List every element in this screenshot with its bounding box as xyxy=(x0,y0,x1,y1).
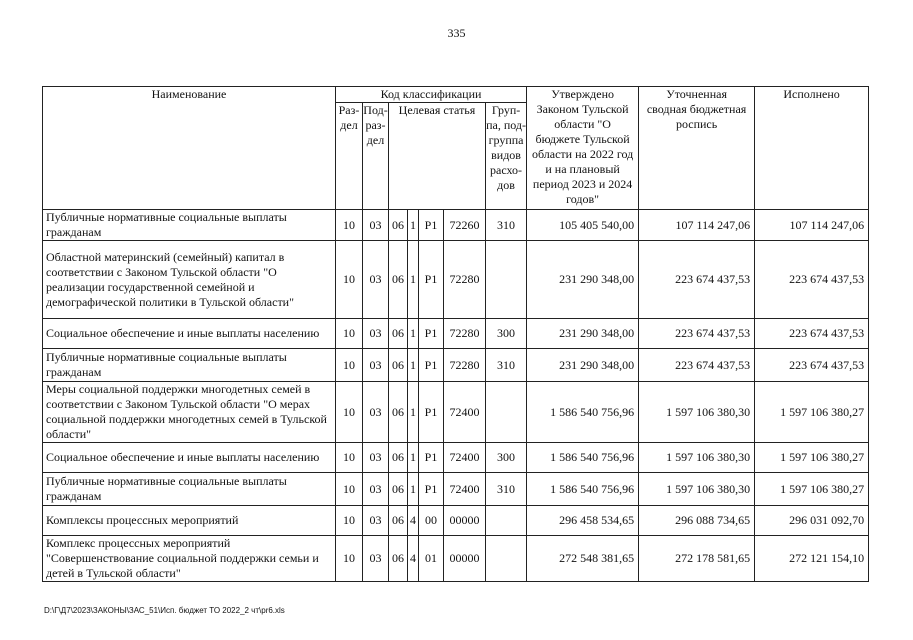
row-expense-group: 310 xyxy=(486,473,527,506)
row-refined: 1 597 106 380,30 xyxy=(639,382,755,443)
table-row xyxy=(43,241,869,319)
row-executed: 223 674 437,53 xyxy=(755,349,869,382)
row-executed: 1 597 106 380,27 xyxy=(755,382,869,443)
row-name: Публичные нормативные социальные выплаты гражданам xyxy=(43,473,336,506)
row-approved: 231 290 348,00 xyxy=(527,349,639,382)
row-name: Комплекс процессных мероприятий "Совершенствование социальной поддержки семьи и детей в Тульской области" xyxy=(43,536,336,582)
row-executed: 272 121 154,10 xyxy=(755,536,869,582)
row-expense-group xyxy=(486,536,527,582)
row-name: Областной материнский (семейный) капитал в соответствии с Законом Тульской области "О реализации государственной семейной и демографической политики в Тульской области" xyxy=(43,241,336,319)
row-refined: 223 674 437,53 xyxy=(639,349,755,382)
table-body xyxy=(43,210,869,582)
row-target-type: 1 xyxy=(408,349,419,382)
page-number: 335 xyxy=(447,26,466,40)
row-target-structure: Р1 xyxy=(419,210,444,241)
header-approved: Утверждено Законом Тульской области "О бюджете Тульской области на 2022 год и на плановый период 2023 и 2024 годов" xyxy=(527,87,639,210)
table-row xyxy=(43,382,869,443)
row-executed: 296 031 092,70 xyxy=(755,506,869,536)
row-target-program: 06 xyxy=(389,319,408,349)
row-target-program: 06 xyxy=(389,210,408,241)
row-approved: 231 290 348,00 xyxy=(527,319,639,349)
row-target-type: 1 xyxy=(408,319,419,349)
row-target-direction: 72280 xyxy=(444,319,486,349)
row-refined: 1 597 106 380,30 xyxy=(639,473,755,506)
row-name: Меры социальной поддержки многодетных семей в соответствии с Законом Тульской области "О мерах социальной поддержки многодетных семей в Тульской области" xyxy=(43,382,336,443)
row-target-structure: Р1 xyxy=(419,473,444,506)
row-target-type: 1 xyxy=(408,443,419,473)
row-approved: 1 586 540 756,96 xyxy=(527,473,639,506)
row-target-structure: 00 xyxy=(419,506,444,536)
table-row xyxy=(43,473,869,506)
header-subsection: Под- раз- дел xyxy=(363,103,389,210)
row-section: 10 xyxy=(336,319,363,349)
row-section: 10 xyxy=(336,382,363,443)
row-expense-group: 310 xyxy=(486,210,527,241)
row-target-direction: 72400 xyxy=(444,473,486,506)
row-subsection: 03 xyxy=(363,473,389,506)
table-row xyxy=(43,506,869,536)
row-expense-group: 300 xyxy=(486,443,527,473)
row-refined: 223 674 437,53 xyxy=(639,319,755,349)
row-target-program: 06 xyxy=(389,506,408,536)
header-code-group: Код классификации xyxy=(336,87,527,103)
table-row xyxy=(43,536,869,582)
row-approved: 272 548 381,65 xyxy=(527,536,639,582)
row-executed: 1 597 106 380,27 xyxy=(755,443,869,473)
row-target-structure: Р1 xyxy=(419,241,444,319)
row-target-type: 4 xyxy=(408,536,419,582)
row-expense-group xyxy=(486,241,527,319)
row-target-direction: 72400 xyxy=(444,443,486,473)
table-row xyxy=(43,349,869,382)
table-row xyxy=(43,443,869,473)
row-subsection: 03 xyxy=(363,210,389,241)
row-name: Социальное обеспечение и иные выплаты населению xyxy=(43,443,336,473)
row-section: 10 xyxy=(336,473,363,506)
row-target-type: 1 xyxy=(408,241,419,319)
header-expense-group: Груп- па, под- группа видов расхо- дов xyxy=(486,103,527,210)
row-target-program: 06 xyxy=(389,473,408,506)
row-name: Социальное обеспечение и иные выплаты населению xyxy=(43,319,336,349)
row-target-structure: Р1 xyxy=(419,443,444,473)
row-target-type: 4 xyxy=(408,506,419,536)
row-subsection: 03 xyxy=(363,319,389,349)
table-row xyxy=(43,210,869,241)
row-section: 10 xyxy=(336,349,363,382)
row-target-direction: 00000 xyxy=(444,536,486,582)
row-section: 10 xyxy=(336,506,363,536)
header-name: Наименование xyxy=(43,87,336,210)
row-subsection: 03 xyxy=(363,349,389,382)
row-section: 10 xyxy=(336,536,363,582)
row-target-structure: 01 xyxy=(419,536,444,582)
row-section: 10 xyxy=(336,443,363,473)
row-target-program: 06 xyxy=(389,382,408,443)
header-executed: Исполнено xyxy=(755,87,869,210)
row-refined: 296 088 734,65 xyxy=(639,506,755,536)
footer-file-path: D:\Г\Д7\2023\ЗАКОНЫ\ЗАС_51\Исп. бюджет ТО 2022_2 чт\pr6.xls xyxy=(44,606,285,615)
row-target-type: 1 xyxy=(408,210,419,241)
row-section: 10 xyxy=(336,241,363,319)
row-expense-group: 300 xyxy=(486,319,527,349)
row-target-type: 1 xyxy=(408,473,419,506)
header-section: Раз- дел xyxy=(336,103,363,210)
row-target-program: 06 xyxy=(389,241,408,319)
row-executed: 223 674 437,53 xyxy=(755,241,869,319)
row-name: Публичные нормативные социальные выплаты гражданам xyxy=(43,210,336,241)
row-name: Публичные нормативные социальные выплаты гражданам xyxy=(43,349,336,382)
row-refined: 107 114 247,06 xyxy=(639,210,755,241)
row-target-structure: Р1 xyxy=(419,349,444,382)
row-target-direction: 72280 xyxy=(444,241,486,319)
row-executed: 1 597 106 380,27 xyxy=(755,473,869,506)
row-subsection: 03 xyxy=(363,536,389,582)
row-refined: 223 674 437,53 xyxy=(639,241,755,319)
row-approved: 296 458 534,65 xyxy=(527,506,639,536)
row-executed: 107 114 247,06 xyxy=(755,210,869,241)
row-executed: 223 674 437,53 xyxy=(755,319,869,349)
budget-table xyxy=(42,86,869,582)
row-expense-group xyxy=(486,506,527,536)
row-target-structure: Р1 xyxy=(419,382,444,443)
row-target-program: 06 xyxy=(389,349,408,382)
row-target-type: 1 xyxy=(408,382,419,443)
row-approved: 1 586 540 756,96 xyxy=(527,443,639,473)
row-target-structure: Р1 xyxy=(419,319,444,349)
row-name: Комплексы процессных мероприятий xyxy=(43,506,336,536)
row-target-direction: 72400 xyxy=(444,382,486,443)
row-expense-group: 310 xyxy=(486,349,527,382)
header-refined: Уточненная сводная бюджетная роспись xyxy=(639,87,755,210)
row-approved: 1 586 540 756,96 xyxy=(527,382,639,443)
row-refined: 272 178 581,65 xyxy=(639,536,755,582)
row-approved: 231 290 348,00 xyxy=(527,241,639,319)
row-section: 10 xyxy=(336,210,363,241)
row-subsection: 03 xyxy=(363,443,389,473)
row-subsection: 03 xyxy=(363,241,389,319)
row-target-program: 06 xyxy=(389,443,408,473)
row-refined: 1 597 106 380,30 xyxy=(639,443,755,473)
header-target: Целевая статья xyxy=(389,103,486,210)
row-target-program: 06 xyxy=(389,536,408,582)
row-target-direction: 72280 xyxy=(444,349,486,382)
row-target-direction: 00000 xyxy=(444,506,486,536)
row-target-direction: 72260 xyxy=(444,210,486,241)
row-approved: 105 405 540,00 xyxy=(527,210,639,241)
row-subsection: 03 xyxy=(363,382,389,443)
row-subsection: 03 xyxy=(363,506,389,536)
row-expense-group xyxy=(486,382,527,443)
table-row xyxy=(43,319,869,349)
